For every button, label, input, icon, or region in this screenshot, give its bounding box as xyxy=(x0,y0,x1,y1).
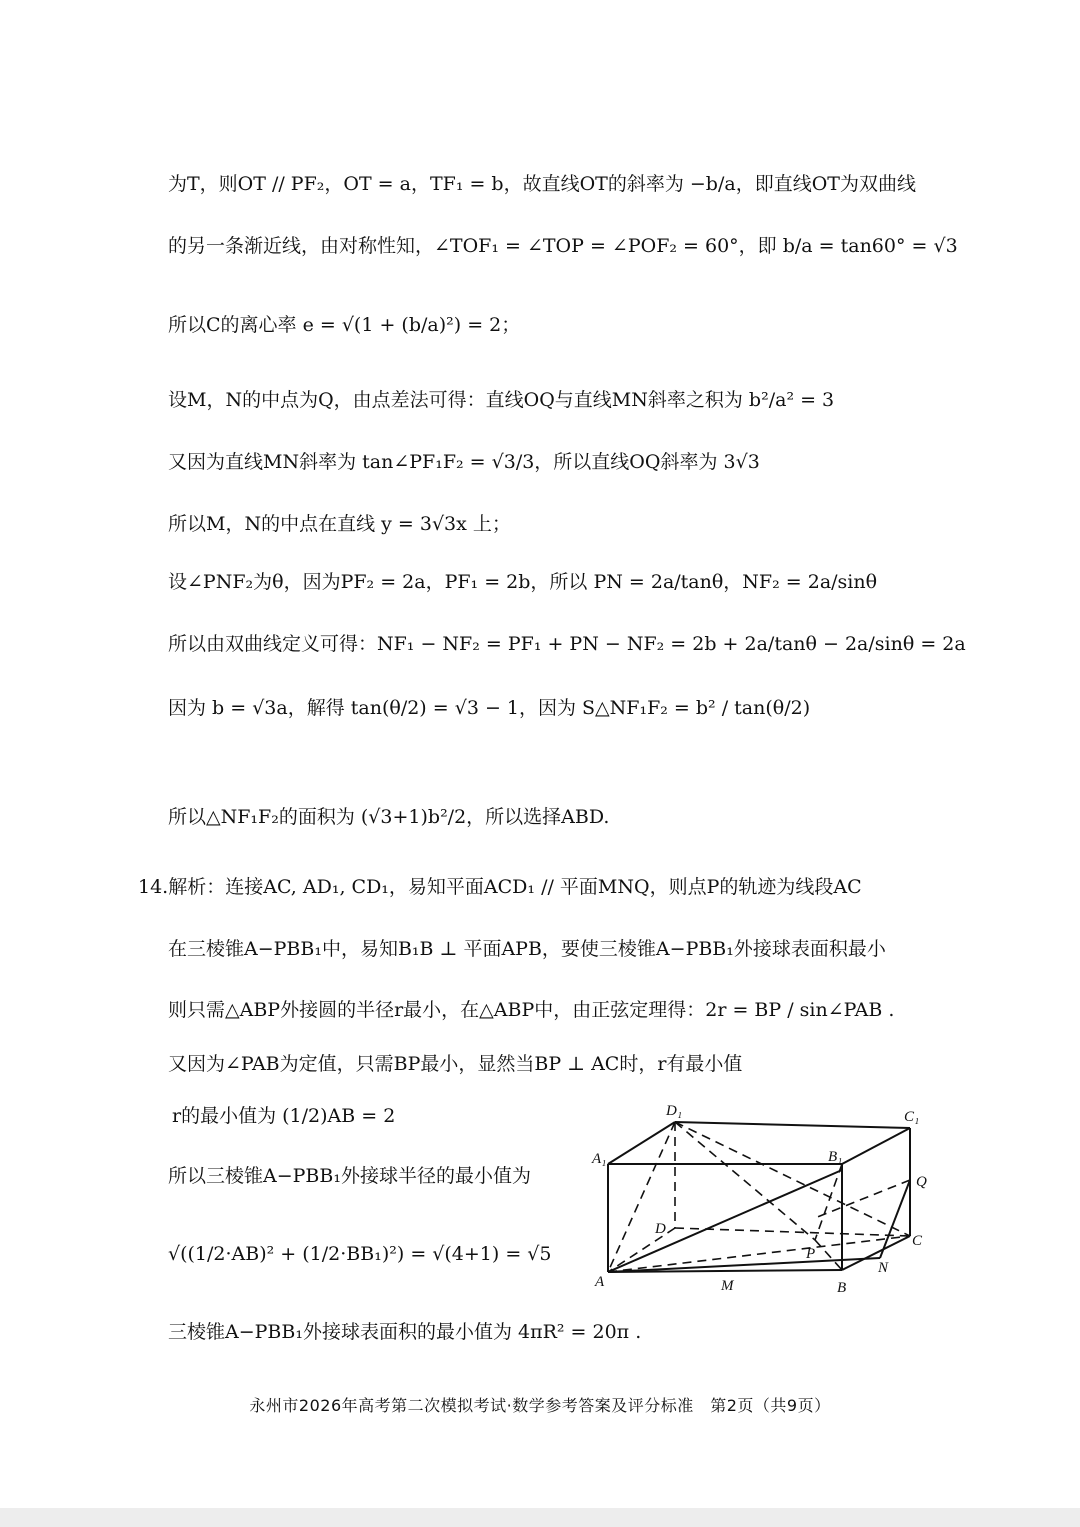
label-D1: D₁ xyxy=(666,1103,683,1119)
label-C1: C₁ xyxy=(904,1109,920,1125)
bottom-strip xyxy=(0,1508,1080,1527)
text-line-16: 所以三棱锥A−PBB₁外接球半径的最小值为 xyxy=(168,1165,531,1187)
label-D: D xyxy=(655,1221,666,1237)
text-line-18: 三棱锥A−PBB₁外接球表面积的最小值为 4πR² = 20π . xyxy=(168,1321,642,1343)
text-line-5: 又因为直线MN斜率为 tan∠PF₁F₂ = √3/3，所以直线OQ斜率为 3√3 xyxy=(168,451,760,473)
label-M: M xyxy=(721,1278,734,1294)
text-line-2: 的另一条渐近线，由对称性知，∠TOF₁ = ∠TOP = ∠POF₂ = 60°，即 b/a = tan60° = √3 xyxy=(168,235,958,257)
label-B1: B₁ xyxy=(828,1149,843,1165)
label-Q: Q xyxy=(916,1174,927,1190)
label-B: B xyxy=(837,1280,847,1296)
text-line-10: 所以△NF₁F₂的面积为 (√3+1)b²/2，所以选择ABD. xyxy=(168,806,610,828)
label-A: A xyxy=(595,1274,605,1290)
label-P: P xyxy=(806,1246,816,1262)
text-line-1: 为T，则OT // PF₂，OT = a，TF₁ = b，故直线OT的斜率为 −b/a，即直线OT为双曲线 xyxy=(168,173,916,195)
text-line-4: 设M，N的中点为Q，由点差法可得：直线OQ与直线MN斜率之积为 b²/a² = 3 xyxy=(168,389,835,411)
label-N: N xyxy=(878,1260,889,1276)
prism-figure xyxy=(590,1100,940,1300)
label-A1: A₁ xyxy=(592,1151,607,1167)
text-line-6: 所以M，N的中点在直线 y = 3√3x 上； xyxy=(168,513,511,535)
text-line-9: 因为 b = √3a，解得 tan(θ/2) = √3 − 1，因为 S△NF₁F₂ = b² / tan(θ/2) xyxy=(168,697,811,719)
text-line-7: 设∠PNF₂为θ，因为PF₂ = 2a，PF₁ = 2b，所以 PN = 2a/tanθ，NF₂ = 2a/sinθ xyxy=(168,571,878,593)
text-line-14: 又因为∠PAB为定值，只需BP最小，显然当BP ⊥ AC时，r有最小值 xyxy=(168,1053,743,1075)
text-line-3: 所以C的离心率 e = √(1 + (b/a)²) = 2； xyxy=(168,314,521,336)
text-line-8: 所以由双曲线定义可得：NF₁ − NF₂ = PF₁ + PN − NF₂ = 2b + 2a/tanθ − 2a/sinθ = 2a xyxy=(168,633,966,655)
text-line-13: 则只需△ABP外接圆的半径r最小，在△ABP中，由正弦定理得：2r = BP / sin∠PAB . xyxy=(168,999,895,1021)
text-line-17: √((1/2·AB)² + (1/2·BB₁)²) = √(4+1) = √5 xyxy=(168,1243,552,1265)
text-line-12: 在三棱锥A−PBB₁中，易知B₁B ⊥ 平面APB，要使三棱锥A−PBB₁外接球表面积最小 xyxy=(168,938,886,960)
text-line-15: r的最小值为 (1/2)AB = 2 xyxy=(172,1105,396,1127)
label-C: C xyxy=(912,1233,923,1249)
section-14-heading: 14.解析：连接AC, AD₁, CD₁，易知平面ACD₁ // 平面MNQ，则点P的轨迹为线段AC xyxy=(138,876,862,898)
page-footer: 永州市2026年高考第二次模拟考试·数学参考答案及评分标准 第2页（共9页） xyxy=(249,1396,831,1415)
